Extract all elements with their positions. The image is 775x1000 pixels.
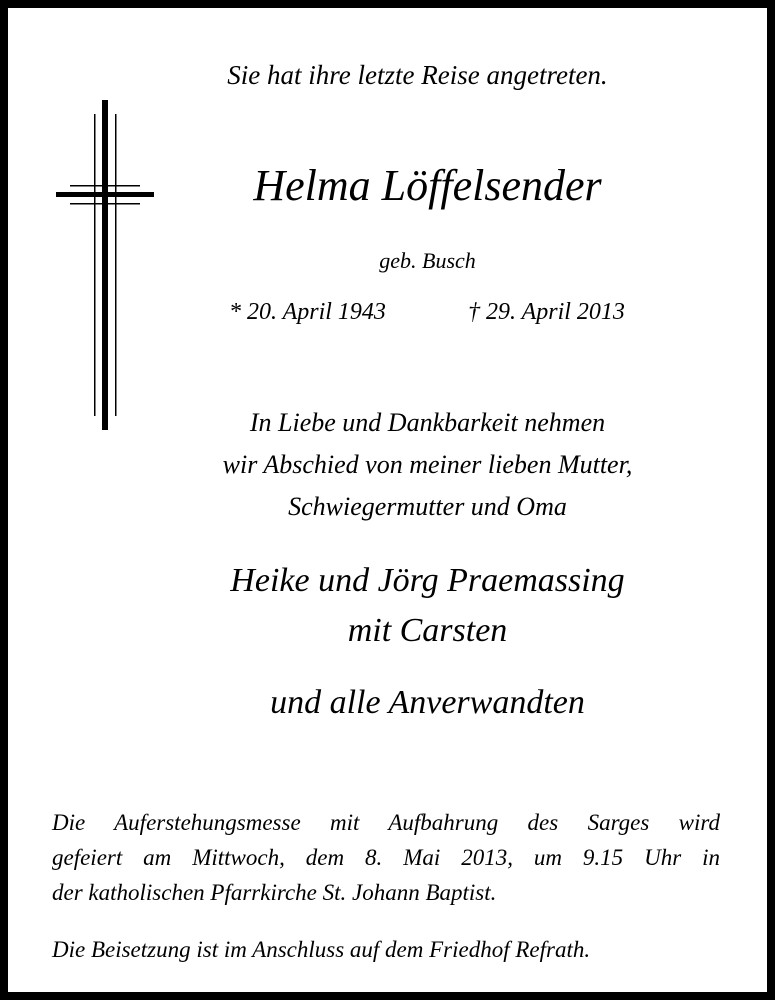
farewell-line: In Liebe und Dankbarkeit nehmen [249,408,606,437]
service-line: der katholischen Pfarrkirche St. Johann Baptist. [52,880,497,905]
relatives-text: und alle Anverwandten [270,684,585,721]
farewell-text [48,402,775,528]
farewell-line: wir Abschied von meiner lieben Mutter, [222,450,633,479]
intro-text: Sie hat ihre letzte Reise angetreten. [227,60,608,90]
birth-date: * 20. April 1943 [229,299,386,325]
family-names [48,556,775,656]
family-line: Heike und Jörg Praemassing [230,562,625,599]
death-date: † 29. April 2013 [468,299,625,325]
service-line: gefeiert am Mittwoch, dem 8. Mai 2013, um 9.15 Uhr in [52,845,720,870]
deceased-name: Helma Löffelsender [253,161,602,210]
birth-name: geb. Busch [379,248,476,273]
service-info [52,805,720,910]
service-line: Die Auferstehungsmesse mit Aufbahrung des Sarges wird [52,810,720,835]
burial-info: Die Beisetzung ist im Anschluss auf dem Friedhof Refrath. [52,937,591,962]
family-line: mit Carsten [347,612,508,649]
farewell-line: Schwiegermutter und Oma [288,492,567,521]
